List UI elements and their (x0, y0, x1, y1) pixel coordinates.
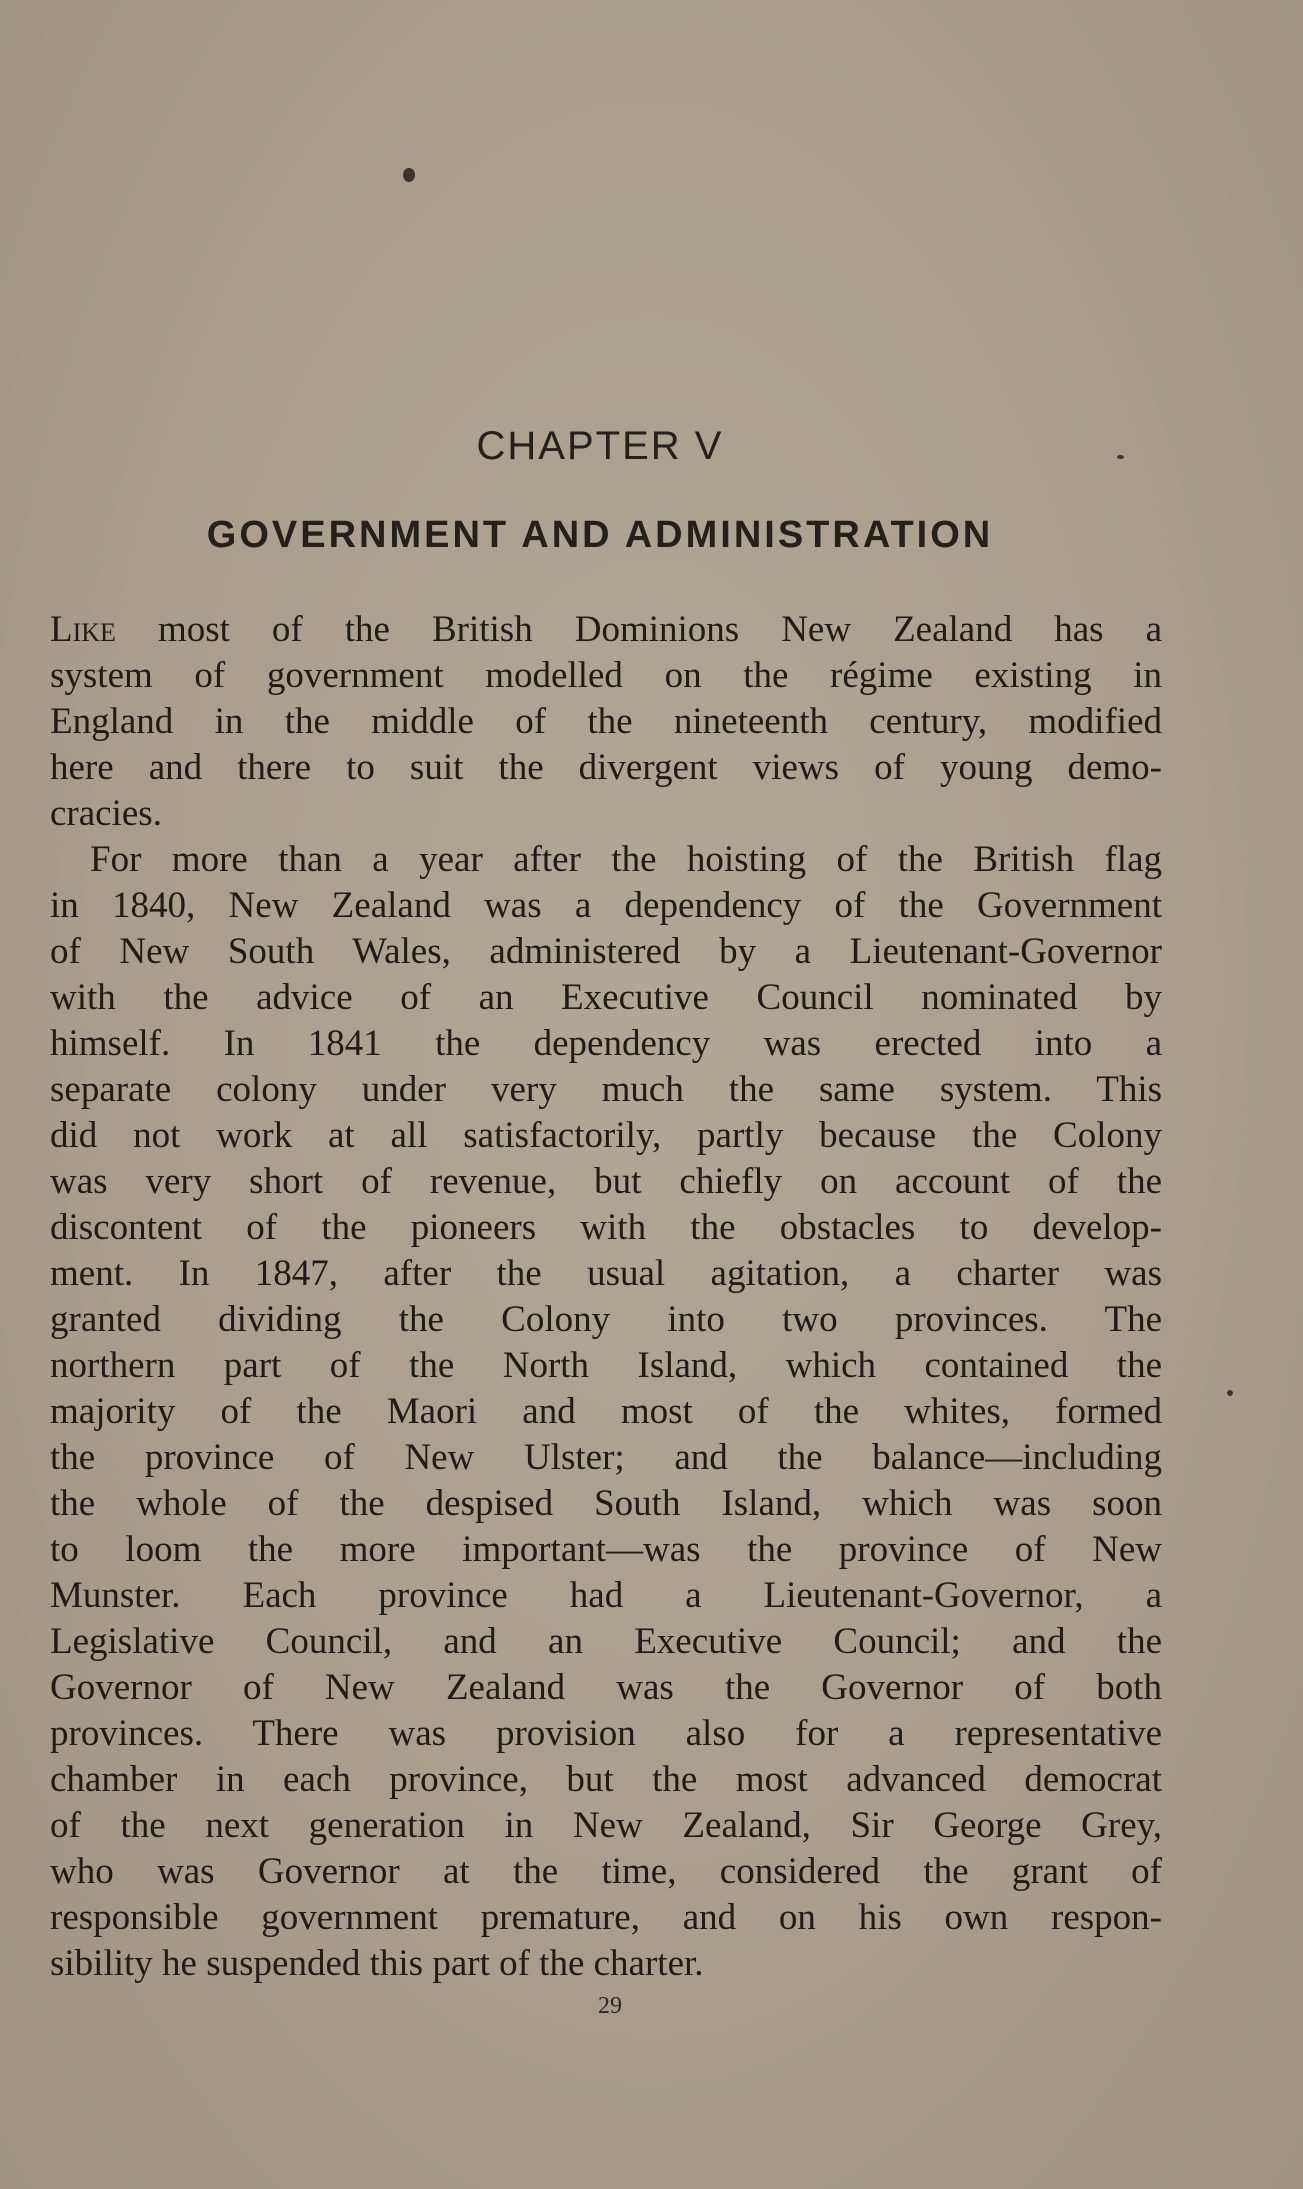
body-text (50, 607, 1162, 1987)
text-line: ment. In 1847, after the usual agitation, a charter was (50, 1253, 1162, 1294)
text-line: the province of New Ulster; and the balance—including (50, 1437, 1162, 1478)
text-line: of New South Wales, administered by a Lieutenant-Governor (50, 931, 1162, 972)
text-line: sibility he suspended this part of the charter. (50, 1943, 704, 1984)
text-line: England in the middle of the nineteenth century, modified (50, 701, 1162, 742)
page-number: 29 (598, 1993, 622, 2019)
text-line: in 1840, New Zealand was a dependency of the Government (50, 885, 1162, 926)
text-line: with the advice of an Executive Council nominated by (50, 977, 1162, 1018)
drop-word: Like (50, 609, 116, 650)
text-line: granted dividing the Colony into two provinces. The (50, 1299, 1162, 1340)
text-line: For more than a year after the hoisting of the British flag (90, 839, 1162, 880)
text-line: provinces. There was provision also for a representative (50, 1713, 1162, 1754)
text-line: Munster. Each province had a Lieutenant-Governor, a (50, 1575, 1162, 1616)
chapter-number: CHAPTER V (476, 424, 724, 468)
chapter-title: GOVERNMENT AND ADMINISTRATION (206, 514, 994, 556)
text-line: to loom the more important—was the province of New (50, 1529, 1162, 1570)
text-line: Governor of New Zealand was the Governor of both (50, 1667, 1162, 1708)
text-line: was very short of revenue, but chiefly on account of the (50, 1161, 1162, 1202)
ink-speck (1227, 1390, 1233, 1396)
text-line: the whole of the despised South Island, which was soon (50, 1483, 1162, 1524)
text-line: northern part of the North Island, which contained the (50, 1345, 1162, 1386)
text-line: cracies. (50, 793, 162, 834)
text-line: of the next generation in New Zealand, Sir George Grey, (50, 1805, 1162, 1846)
text-line: majority of the Maori and most of the whites, formed (50, 1391, 1162, 1432)
text-line: chamber in each province, but the most advanced democrat (50, 1759, 1162, 1800)
text-line: discontent of the pioneers with the obstacles to develop- (50, 1207, 1162, 1248)
text-line: here and there to suit the divergent views of young demo- (50, 747, 1162, 788)
text-line: did not work at all satisfactorily, partly because the Colony (50, 1115, 1162, 1156)
text-line: responsible government premature, and on his own respon- (50, 1897, 1162, 1938)
text-line: himself. In 1841 the dependency was erected into a (50, 1023, 1162, 1064)
text-line: who was Governor at the time, considered the grant of (50, 1851, 1162, 1892)
text-line: Like most of the British Dominions New Zealand has a (50, 609, 1162, 650)
ink-speck (403, 168, 415, 182)
text-line: separate colony under very much the same system. This (50, 1069, 1162, 1110)
text-line: system of government modelled on the régime existing in (50, 655, 1162, 696)
text-line: Legislative Council, and an Executive Council; and the (50, 1621, 1162, 1662)
